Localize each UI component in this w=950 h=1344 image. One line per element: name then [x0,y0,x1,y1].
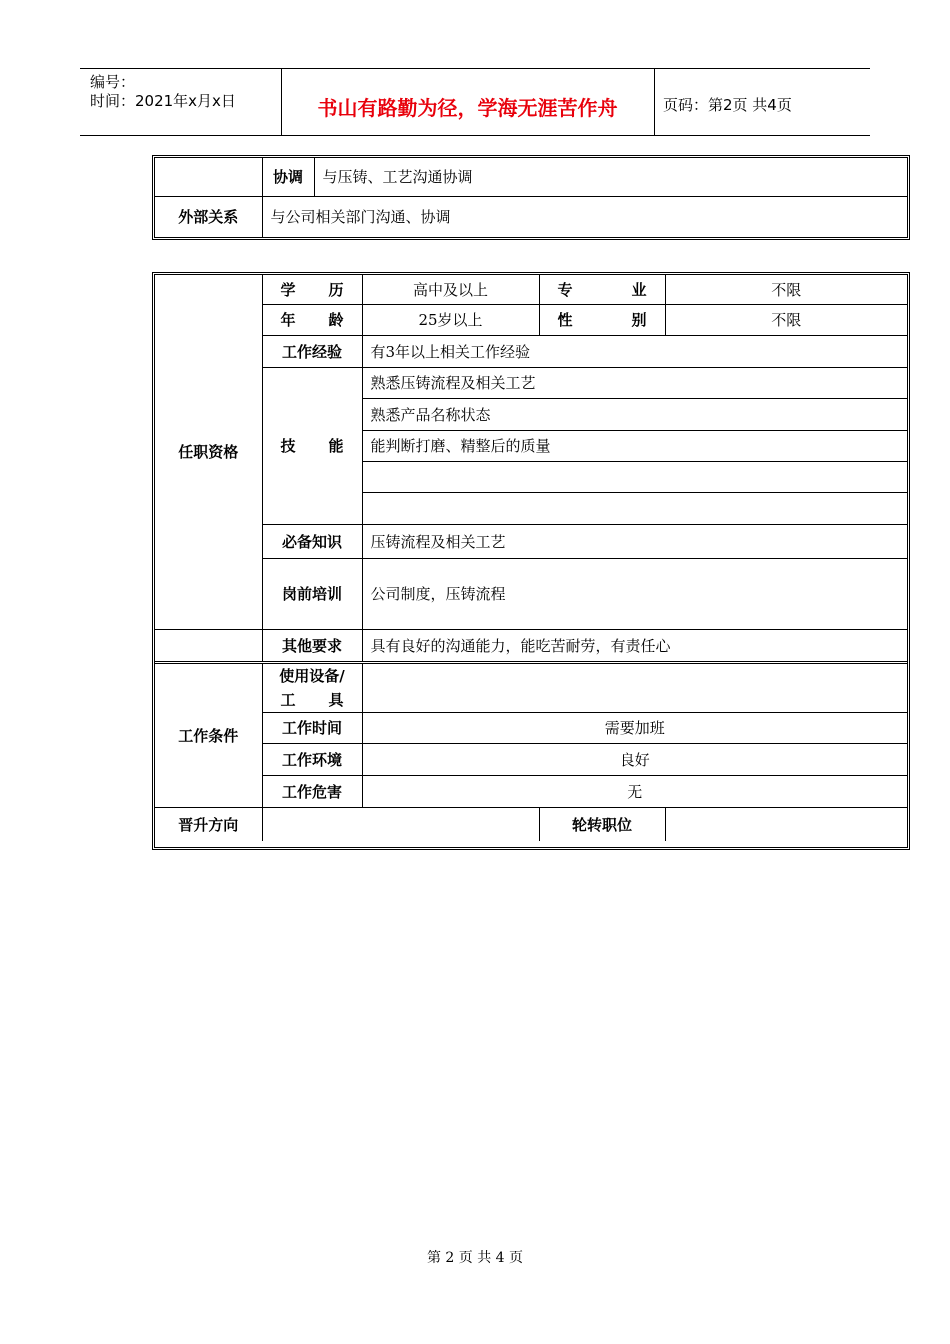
page-footer: 第 2 页 共 4 页 [426,1250,524,1266]
rotation-label: 轮转职位 [539,807,665,841]
education-row [155,275,907,304]
external-relations-row [155,196,907,237]
age-label: 年 龄 [262,304,362,335]
other-requirements-value: 具有良好的沟通能力，能吃苦耐劳，有责任心 [362,629,907,662]
qualifications-table [155,275,907,841]
gender-value: 不限 [665,304,907,335]
hazard-row [155,775,907,807]
major-label: 专 业 [539,275,665,304]
training-row [155,558,907,629]
skill-item: 熟悉产品名称状态 [362,398,907,430]
education-label: 学 历 [262,275,362,304]
external-relations-value: 与公司相关部门沟通、协调 [262,196,907,237]
age-value: 25岁以上 [362,304,539,335]
conditions-section-label: 工作条件 [155,662,262,807]
header-divider-right [654,68,655,136]
page-info: 页码：第2页 共4页 [663,96,792,114]
work-hours-value: 需要加班 [362,712,907,743]
training-label: 岗前培训 [262,558,362,629]
relations-blank-cell [155,158,262,196]
experience-row [155,335,907,367]
knowledge-row [155,524,907,558]
experience-label: 工作经验 [262,335,362,367]
promotion-value [262,807,539,841]
skill-item [362,461,907,492]
coordination-label: 协调 [262,158,314,196]
equipment-label [262,662,362,712]
qualifications-table-frame [152,272,910,850]
equipment-label-line2: 工 具 [280,690,344,709]
equipment-value [362,662,907,712]
environment-row [155,743,907,775]
qualifications-bottom-spacer [155,629,262,662]
skills-label: 技 能 [262,367,362,524]
hazard-value: 无 [362,775,907,807]
skill-item: 能判断打磨、精整后的质量 [362,430,907,461]
header-bottom-rule [80,135,870,136]
age-row [155,304,907,335]
skill-item: 熟悉压铸流程及相关工艺 [362,367,907,398]
experience-value: 有3年以上相关工作经验 [362,335,907,367]
coordination-row [155,158,907,196]
doc-time: 时间：2021年x月x日 [90,92,236,110]
major-value: 不限 [665,275,907,304]
doc-number-label: 编号： [90,73,136,91]
knowledge-value: 压铸流程及相关工艺 [362,524,907,558]
rotation-value [665,807,907,841]
header-top-rule [80,68,870,69]
skill-row [155,367,907,398]
qualifications-section-label: 任职资格 [155,275,262,629]
other-requirements-row [155,629,907,662]
other-requirements-label: 其他要求 [262,629,362,662]
coordination-value: 与压铸、工艺沟通协调 [314,158,907,196]
skill-item [362,492,907,524]
hazard-label: 工作危害 [262,775,362,807]
relations-table-frame [152,155,910,240]
education-value: 高中及以上 [362,275,539,304]
environment-value: 良好 [362,743,907,775]
environment-label: 工作环境 [262,743,362,775]
promotion-label: 晋升方向 [155,807,262,841]
work-hours-row [155,712,907,743]
external-relations-label: 外部关系 [155,196,262,237]
career-row [155,807,907,841]
work-hours-label: 工作时间 [262,712,362,743]
equipment-label-line1: 使用设备/ [279,666,345,685]
gender-label: 性 别 [539,304,665,335]
relations-table [155,158,907,237]
knowledge-label: 必备知识 [262,524,362,558]
header-motto: 书山有路勤为径，学海无涯苦作舟 [317,96,618,120]
equipment-row [155,662,907,712]
training-value: 公司制度，压铸流程 [362,558,907,629]
